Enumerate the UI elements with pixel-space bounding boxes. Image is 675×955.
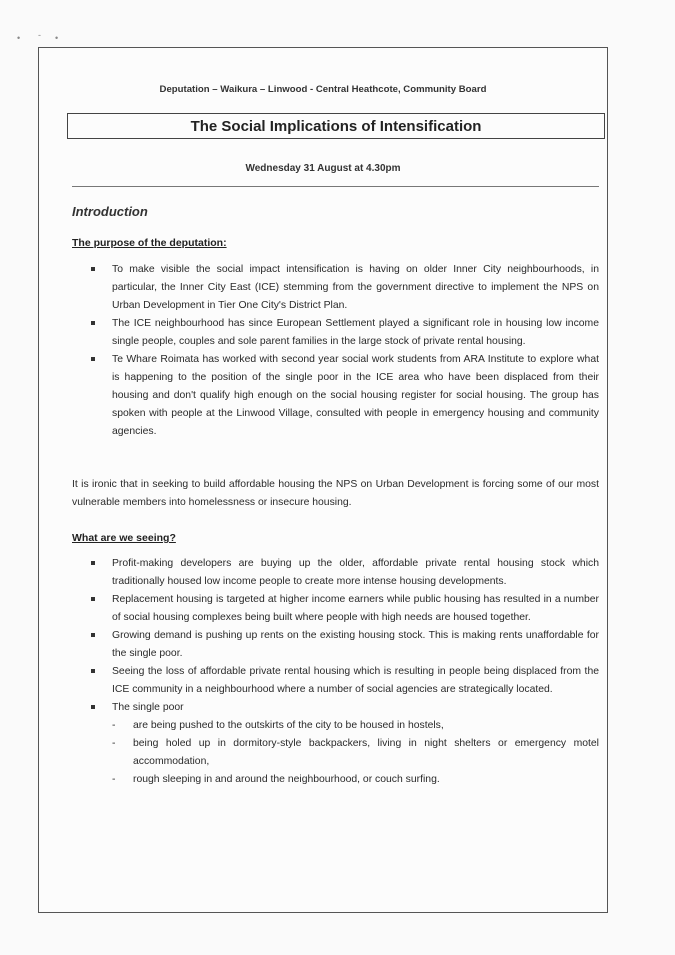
list-item-text: Growing demand is pushing up rents on the existing housing stock. This is making rents unaffordable for the single poor. [112, 630, 599, 659]
bullet-icon [91, 321, 95, 325]
list-item [112, 771, 599, 789]
list-item [91, 315, 599, 351]
list-item-text: The ICE neighbourhood has since European Settlement played a significant role in housing low income single people, couples and sole parent families in the large stock of private rental housing. [112, 318, 599, 347]
bullet-icon [91, 669, 95, 673]
deputation-header: Deputation – Waikura – Linwood - Central Heathcote, Community Board [159, 84, 487, 95]
document-title: The Social Implications of Intensification [190, 117, 482, 135]
bullet-icon [91, 705, 95, 709]
dash-marker: - [112, 738, 116, 749]
ironic-paragraph: It is ironic that in seeking to build affordable housing the NPS on Urban Development is forcing some of our most vulnerable members into homelessness or insecure housing. [72, 479, 599, 508]
list-item [112, 717, 599, 735]
introduction-heading: Introduction [72, 204, 148, 219]
single-poor-list [112, 717, 599, 789]
list-item-text: The single poor [112, 702, 184, 713]
scan-speck: • [17, 33, 21, 43]
scan-speck: • [55, 33, 59, 43]
list-item-text: To make visible the social impact intensification is having on older Inner City neighbourhoods, in particular, the Inner City East (ICE) stemming from the government directive to implement the NPS on Urban Development in Tier One City's District Plan. [112, 264, 599, 311]
list-item [91, 591, 599, 627]
list-item-text: Replacement housing is targeted at higher income earners while public housing has resulted in a number of social housing complexes being built where people with high needs are housed together. [112, 594, 599, 623]
bullet-icon [91, 267, 95, 271]
bullet-icon [91, 597, 95, 601]
purpose-list [91, 261, 599, 441]
list-item [91, 555, 599, 591]
purpose-heading: The purpose of the deputation: [72, 237, 227, 249]
divider [72, 186, 599, 187]
scan-speck: - [38, 30, 41, 40]
bullet-icon [91, 561, 95, 565]
document-title-box [67, 113, 605, 139]
meeting-date: Wednesday 31 August at 4.30pm [245, 163, 401, 174]
dash-marker: - [112, 774, 116, 785]
list-item-text: being holed up in dormitory-style backpackers, living in night shelters or emergency motel accommodation, [133, 738, 599, 767]
list-item [112, 735, 599, 771]
list-item [91, 261, 599, 315]
list-item [91, 627, 599, 663]
bullet-icon [91, 633, 95, 637]
list-item-text: Seeing the loss of affordable private rental housing which is resulting in people being displaced from the ICE community in a neighbourhood where a number of social agencies are strategically located. [112, 666, 599, 695]
list-item-text: Profit-making developers are buying up the older, affordable private rental housing stock which traditionally housed low income people to create more intense housing developments. [112, 558, 599, 587]
list-item [91, 351, 599, 441]
list-item-text: are being pushed to the outskirts of the city to be housed in hostels, [133, 720, 444, 731]
list-item [91, 663, 599, 699]
list-item [91, 699, 599, 789]
seeing-list [91, 555, 599, 789]
list-item-text: Te Whare Roimata has worked with second year social work students from ARA Institute to explore what is happening to the position of the single poor in the ICE area who have been displaced from their housing and don't qualify high enough on the social housing register for social housing. The group has spoken with people at the Linwood Village, consulted with people in emergency housing and community agencies. [112, 354, 599, 437]
list-item-text: rough sleeping in and around the neighbourhood, or couch surfing. [133, 774, 440, 785]
bullet-icon [91, 357, 95, 361]
seeing-heading: What are we seeing? [72, 532, 176, 544]
dash-marker: - [112, 720, 116, 731]
document-page [38, 47, 608, 913]
